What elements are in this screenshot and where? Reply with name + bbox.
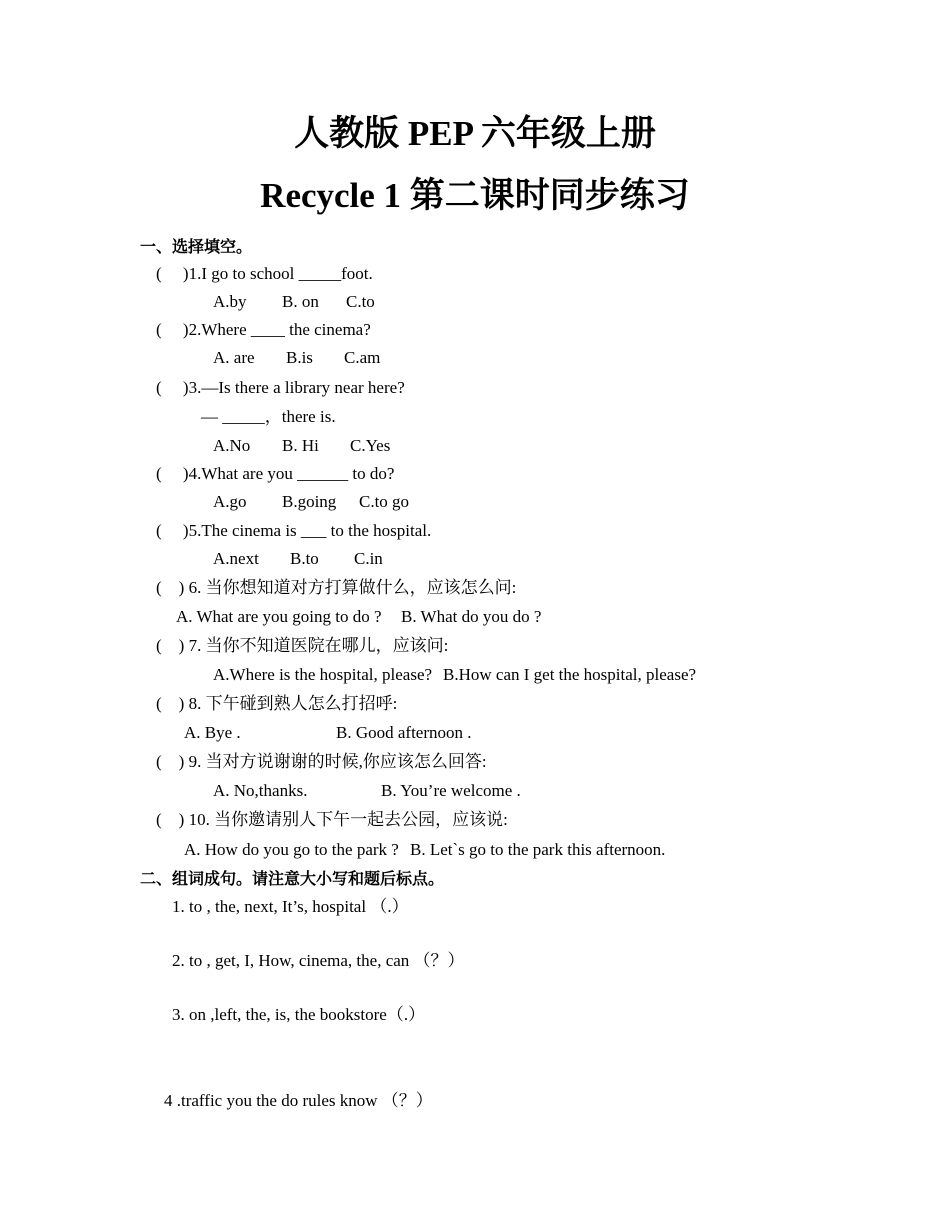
q7-option-b: B.How can I get the hospital, please? xyxy=(443,665,697,684)
q2-option-a: A. are xyxy=(213,348,255,367)
q3-option-b: B. Hi xyxy=(282,436,319,455)
q10-option-b: B. Let`s go to the park this afternoon. xyxy=(410,840,666,859)
question-7: ( ) 7. 当你不知道医院在哪儿，应该问: xyxy=(156,636,449,655)
q2-option-b: B.is xyxy=(286,348,313,367)
q7-option-a: A.Where is the hospital, please? xyxy=(213,665,433,684)
question-5: ( )5.The cinema is ___ to the hospital. xyxy=(156,521,432,540)
q1-option-c: C.to xyxy=(346,292,375,311)
sentence-item-1: 1. to , the, next, It’s, hospital （.） xyxy=(172,897,409,916)
sentence-item-3: 3. on ,left, the, is, the bookstore（.） xyxy=(172,1005,426,1024)
q9-option-b: B. You’re welcome . xyxy=(381,781,521,800)
q3-option-a: A.No xyxy=(213,436,251,455)
title-line-2: Recycle 1 第二课时同步练习 xyxy=(260,176,690,215)
q6-option-a: A. What are you going to do ? xyxy=(176,607,382,626)
question-3-response: — _____，there is. xyxy=(201,407,336,426)
q8-option-b: B. Good afternoon . xyxy=(336,723,472,742)
q4-option-c: C.to go xyxy=(359,492,410,511)
q9-option-a: A. No,thanks. xyxy=(213,781,308,800)
section-1-heading: 一、选择填空。 xyxy=(140,237,253,256)
q4-option-a: A.go xyxy=(213,492,247,511)
question-4: ( )4.What are you ______ to do? xyxy=(156,464,395,483)
q5-option-a: A.next xyxy=(213,549,259,568)
q2-option-c: C.am xyxy=(344,348,381,367)
q3-option-c: C.Yes xyxy=(350,436,391,455)
sentence-item-2: 2. to , get, I, How, cinema, the, can （？） xyxy=(172,951,465,970)
title-line-1: 人教版 PEP 六年级上册 xyxy=(294,114,656,153)
question-2: ( )2.Where ____ the cinema? xyxy=(156,320,371,339)
q1-option-b: B. on xyxy=(282,292,319,311)
question-6: ( ) 6. 当你想知道对方打算做什么，应该怎么问: xyxy=(156,578,517,597)
question-1: ( )1.I go to school _____foot. xyxy=(156,264,373,283)
q8-option-a: A. Bye . xyxy=(184,723,241,742)
q6-option-b: B. What do you do ? xyxy=(401,607,542,626)
q5-option-b: B.to xyxy=(290,549,319,568)
question-3: ( )3.—Is there a library near here? xyxy=(156,378,405,397)
q1-option-a: A.by xyxy=(213,292,247,311)
question-8: ( ) 8. 下午碰到熟人怎么打招呼: xyxy=(156,694,398,713)
question-10: ( ) 10. 当你邀请别人下午一起去公园，应该说: xyxy=(156,810,508,829)
q5-option-c: C.in xyxy=(354,549,383,568)
q10-option-a: A. How do you go to the park ? xyxy=(184,840,399,859)
section-2-heading: 二、组词成句。请注意大小写和题后标点。 xyxy=(140,869,445,888)
q4-option-b: B.going xyxy=(282,492,337,511)
sentence-item-4: 4 .traffic you the do rules know （？） xyxy=(164,1091,433,1110)
question-9: ( ) 9. 当对方说谢谢的时候,你应该怎么回答: xyxy=(156,752,487,771)
